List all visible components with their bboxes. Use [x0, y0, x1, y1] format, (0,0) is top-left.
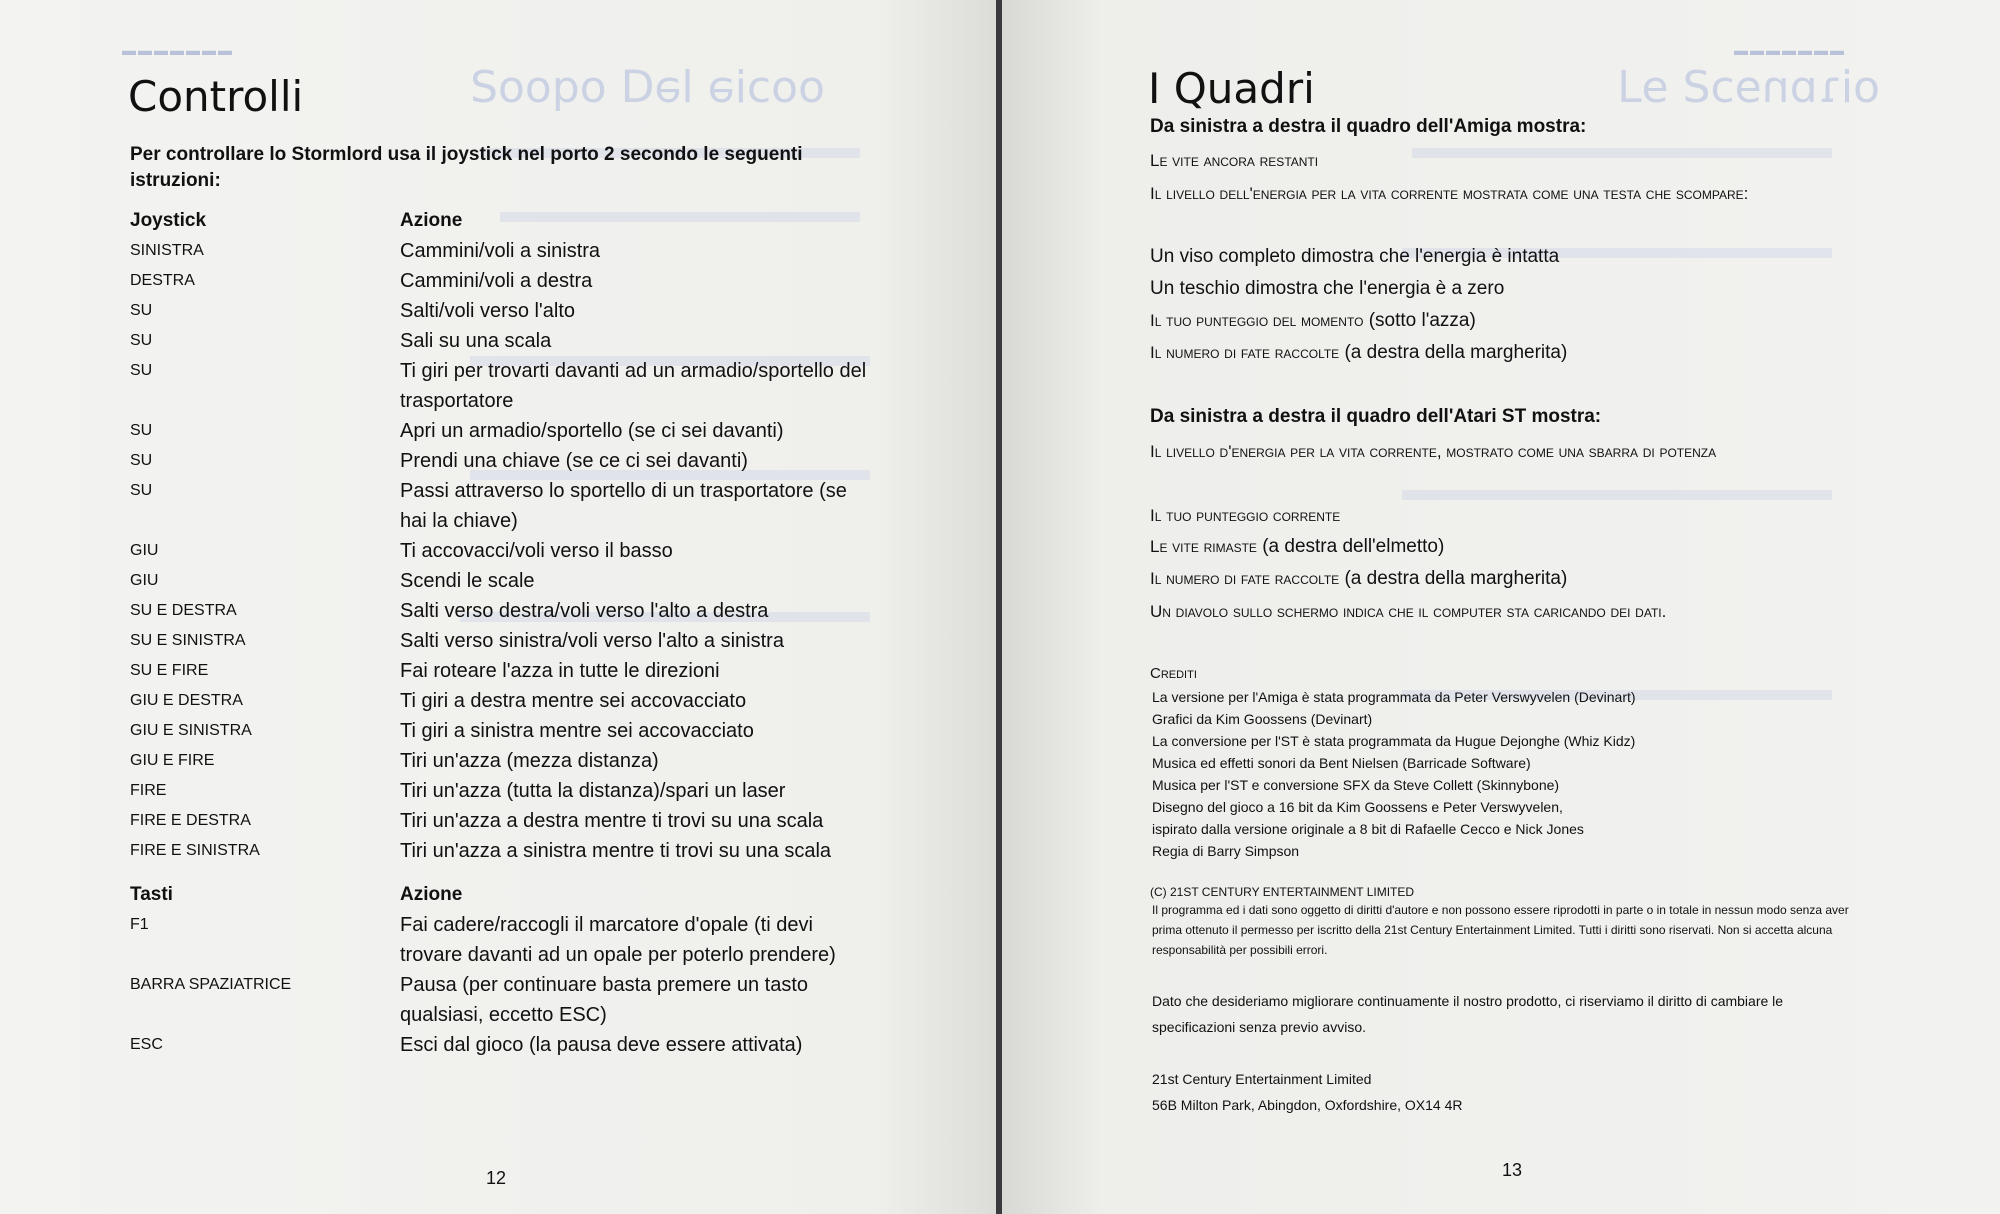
control-key: SU: [130, 302, 153, 319]
amiga-item: [1150, 341, 1567, 365]
joystick-row: [130, 716, 870, 746]
page-number: 12: [486, 1168, 507, 1188]
controls-table: [130, 206, 870, 1060]
credit-line: Regia di Barry Simpson: [1152, 843, 1300, 859]
control-key: GIU E DESTRA: [130, 692, 243, 709]
control-action: Ti giri a destra mentre sei accovacciato: [400, 690, 747, 712]
joystick-row: [130, 806, 870, 836]
control-action: Tiri un'azza (mezza distanza): [400, 750, 659, 772]
column-header-action: Azione: [400, 210, 463, 231]
joystick-row: [130, 266, 870, 296]
control-action: Tiri un'azza a sinistra mentre ti trovi su una scala: [400, 840, 832, 862]
joystick-row: [130, 776, 870, 806]
page-title-right: I Quadri: [1148, 64, 1315, 113]
control-key: GIU E SINISTRA: [130, 722, 252, 739]
atari-item: Un diavolo sullo schermo indica che il computer sta caricando dei dati.: [1150, 602, 1667, 621]
control-action: Salti/voli verso l'alto: [400, 300, 575, 322]
amiga-item: Le vite ancora restanti: [1150, 151, 1319, 170]
control-action: Esci dal gioco (la pausa deve essere attivata): [400, 1034, 803, 1056]
atari-item: Il livello d'energia per la vita corrente, mostrato come una sbarra di potenza: [1150, 442, 1717, 461]
joystick-row: [130, 686, 870, 716]
joystick-row: [130, 626, 870, 656]
key-row: [130, 910, 870, 970]
intro-text: Per controllare lo Stormlord usa il joystick nel porto 2 secondo le seguenti istruzioni:: [130, 144, 803, 191]
atari-item: [1150, 535, 1444, 559]
keys-header-row: [130, 880, 870, 910]
amiga-item: Un teschio dimostra che l'energia è a zero: [1150, 278, 1505, 299]
control-action: Cammini/voli a destra: [400, 270, 593, 292]
control-key: ESC: [130, 1036, 163, 1053]
page-number-right: 13: [1502, 1160, 1523, 1180]
joystick-row: [130, 236, 870, 266]
credit-line: Musica ed effetti sonori da Bent Nielsen (Barricade Software): [1152, 755, 1531, 771]
control-key: F1: [130, 916, 149, 933]
joystick-row: [130, 566, 870, 596]
joystick-header-row: [130, 206, 870, 236]
control-action: Pausa (per continuare basta premere un tasto qualsiasi, eccetto ESC): [400, 974, 809, 1026]
control-action: Prendi una chiave (se ce ci sei davanti): [400, 450, 748, 472]
credit-line: Disegno del gioco a 16 bit da Kim Goossens e Peter Verswyvelen,: [1152, 799, 1563, 815]
column-header-key: Tasti: [130, 884, 173, 905]
bleed-through-band: [1402, 490, 1832, 500]
column-header-key: Joystick: [130, 210, 207, 231]
credits-list: [1152, 686, 1636, 862]
key-row: [130, 1030, 870, 1060]
atari-item-label: Il numero di fate raccolte: [1150, 569, 1340, 588]
bleed-through-running-head: ▬▬▬▬▬▬▬: [1732, 42, 1844, 58]
joystick-row: [130, 416, 870, 446]
control-action: Tiri un'azza a destra mentre ti trovi su una scala: [400, 810, 824, 832]
joystick-row: [130, 746, 870, 776]
column-header-action: Azione: [400, 884, 463, 905]
credit-line: ispirato dalla versione originale a 8 bit di Rafaelle Cecco e Nick Jones: [1152, 821, 1584, 837]
notice-text: Dato che desideriamo migliorare continuamente il nostro prodotto, ci riserviamo il diritto di cambiare le specificazioni senza previo avviso.: [1152, 993, 1784, 1035]
control-action: Fai roteare l'azza in tutte le direzioni: [400, 660, 720, 682]
control-key: SU E DESTRA: [130, 602, 237, 619]
control-key: SU: [130, 482, 153, 499]
control-key: GIU E FIRE: [130, 752, 215, 769]
control-action: Fai cadere/raccogli il marcatore d'opale (ti devi trovare davanti ad un opale per poterlo prendere): [400, 914, 836, 966]
control-key: GIU: [130, 572, 159, 589]
control-action: Ti giri per trovarti davanti ad un armadio/sportello del trasportatore: [400, 360, 867, 412]
copyright-heading: (C) 21ST CENTURY ENTERTAINMENT LIMITED: [1150, 885, 1415, 899]
control-key: SU E SINISTRA: [130, 632, 246, 649]
control-action: Salti verso destra/voli verso l'alto a destra: [400, 600, 769, 622]
control-action: Apri un armadio/sportello (se ci sei davanti): [400, 420, 784, 442]
amiga-heading: Da sinistra a destra il quadro dell'Amiga mostra:: [1150, 116, 1587, 137]
credit-line: Grafici da Kim Goossens (Devinart): [1152, 711, 1373, 727]
control-key: SU E FIRE: [130, 662, 209, 679]
credit-line: La versione per l'Amiga è stata programmata da Peter Verswyvelen (Devinart): [1152, 689, 1636, 705]
left-page: [0, 0, 996, 1214]
control-action: Cammini/voli a sinistra: [400, 240, 601, 262]
credit-line: Musica per l'ST e conversione SFX da Steve Collett (Skinnybone): [1152, 777, 1560, 793]
copyright-text: Il programma ed i dati sono oggetto di diritti d'autore e non possono essere riprodotti in parte o in totale in nessun modo senza aver prima ottenuto il permesso per iscritto della 21st Century Entertainment Limited. Tutti i diritti sono riservati. Non si accetta alcuna responsabilità per possibili errori.: [1152, 903, 1849, 957]
bleed-through-band: [1412, 148, 1832, 158]
address-line: 56B Milton Park, Abingdon, Oxfordshire, OX14 4R: [1152, 1097, 1463, 1113]
control-action: Salti verso sinistra/voli verso l'alto a sinistra: [400, 630, 784, 652]
amiga-item-label: Il tuo punteggio del momento: [1150, 311, 1364, 330]
control-key: FIRE: [130, 782, 167, 799]
amiga-item: Un viso completo dimostra che l'energia è intatta: [1150, 246, 1560, 267]
page-title: Controlli: [128, 72, 304, 121]
key-row: [130, 970, 870, 1030]
control-key: GIU: [130, 542, 159, 559]
credit-line: La conversione per l'ST è stata programmata da Hugue Dejonghe (Whiz Kidz): [1152, 733, 1636, 749]
bleed-through-running-head: ▬▬▬▬▬▬▬: [120, 42, 232, 58]
control-key: SU: [130, 332, 153, 349]
amiga-item: [1150, 309, 1476, 333]
control-action: Sali su una scala: [400, 330, 552, 352]
atari-item-note: (a destra della margherita): [1339, 568, 1568, 589]
amiga-item-note: (a destra della margherita): [1339, 342, 1568, 363]
address-line: 21st Century Entertainment Limited: [1152, 1071, 1372, 1087]
amiga-item-note: (sotto l'azza): [1363, 310, 1476, 331]
atari-item-note: (a destra dell'elmetto): [1256, 536, 1445, 557]
joystick-row: [130, 476, 870, 536]
control-action: Ti accovacci/voli verso il basso: [400, 540, 673, 562]
amiga-item-label: Il numero di fate raccolte: [1150, 343, 1340, 362]
joystick-row: [130, 356, 870, 416]
credits-heading: Crediti: [1150, 665, 1197, 682]
bleed-through-heading: ooɔiǝ lǝᗡ oqooƧ: [470, 62, 825, 113]
joystick-row: [130, 836, 870, 866]
control-key: SINISTRA: [130, 242, 204, 259]
control-action: Scendi le scale: [400, 570, 535, 592]
atari-item: [1150, 567, 1567, 591]
control-key: DESTRA: [130, 272, 195, 289]
joystick-row: [130, 596, 870, 626]
joystick-row: [130, 536, 870, 566]
joystick-row: [130, 326, 870, 356]
control-key: FIRE E SINISTRA: [130, 842, 260, 859]
bleed-through-heading: oiɿɒnɘɔƧ ɘ⅃: [1617, 62, 1881, 113]
control-key: SU: [130, 362, 153, 379]
atari-item-label: Le vite rimaste: [1150, 537, 1257, 556]
control-key: SU: [130, 452, 153, 469]
joystick-row: [130, 446, 870, 476]
control-action: Ti giri a sinistra mentre sei accovacciato: [400, 720, 754, 742]
control-action: Passi attraverso lo sportello di un trasportatore (se hai la chiave): [400, 480, 847, 532]
atari-item: Il tuo punteggio corrente: [1150, 506, 1341, 525]
control-action: Tiri un'azza (tutta la distanza)/spari un laser: [400, 780, 786, 802]
joystick-row: [130, 296, 870, 326]
control-key: BARRA SPAZIATRICE: [130, 976, 292, 993]
amiga-item: Il livello dell'energia per la vita corrente mostrata come una testa che scompare:: [1150, 184, 1749, 203]
joystick-row: [130, 656, 870, 686]
control-key: FIRE E DESTRA: [130, 812, 251, 829]
control-key: SU: [130, 422, 153, 439]
atari-heading: Da sinistra a destra il quadro dell'Atari ST mostra:: [1150, 406, 1602, 427]
